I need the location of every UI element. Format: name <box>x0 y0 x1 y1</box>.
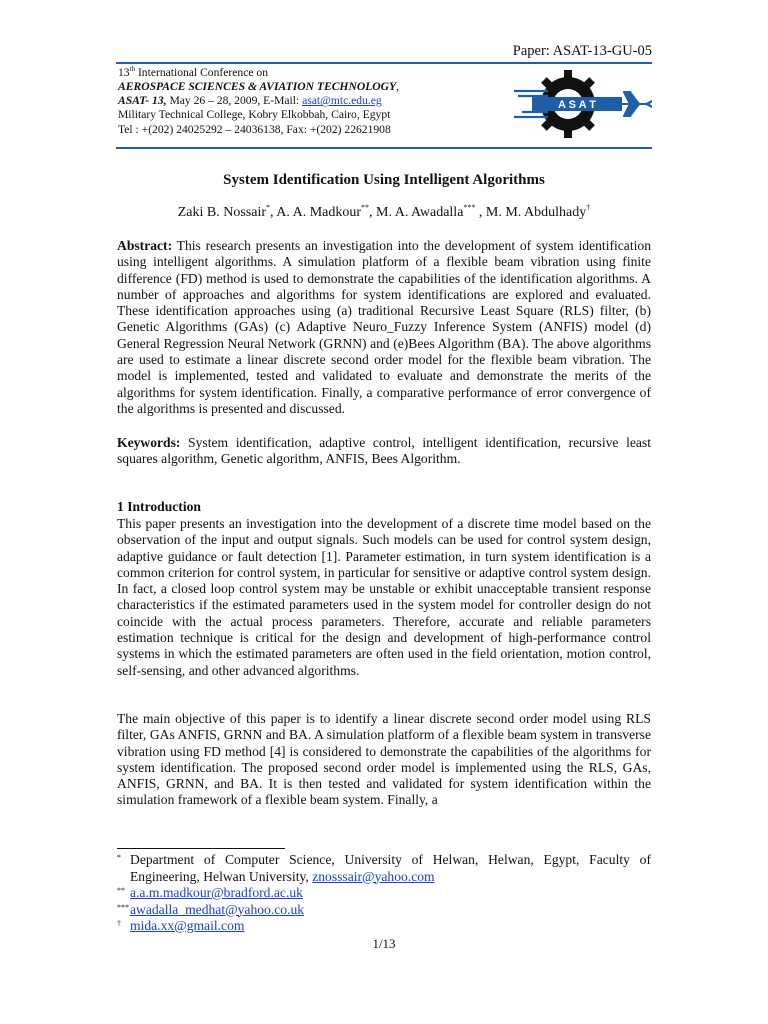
footnote-mark: *** <box>117 902 129 912</box>
asat-logo <box>512 66 652 142</box>
conference-line-2 <box>118 80 498 94</box>
abstract <box>117 238 651 417</box>
author-2: A. A. Madkour <box>276 205 362 220</box>
author-list <box>0 205 768 221</box>
author-4-mark: † <box>586 203 591 212</box>
footnote-rule <box>117 848 285 849</box>
conference-line-3 <box>118 94 498 108</box>
footnote-text <box>130 902 651 919</box>
footnote-text <box>130 852 651 885</box>
author-sep: , <box>270 205 277 220</box>
footnote-email-link[interactable]: znosssair@yahoo.com <box>312 868 435 884</box>
section-heading-introduction: 1 Introduction <box>117 499 201 514</box>
paper-title: System Identification Using Intelligent Algorithms <box>223 172 545 188</box>
author-1: Zaki B. Nossair <box>177 205 267 220</box>
author-4: M. M. Abdulhady <box>485 205 587 220</box>
footnote <box>117 918 651 935</box>
abstract-text: This research presents an investigation into the development of system identification using intelligent algorithms. A simulation platform of a flexible beam vibration using finite difference (FD) method is used to demonstrate the capabilities of the identification algorithms. A number of approaches and algorithms for system identifications are explored and evaluated. These identification approaches using (a) traditional Recursive Least Square (RLS) filter, (b) Genetic Algorithms (GAs) (c) Adaptive Neuro_Fuzzy Inference System (ANFIS) model (d) General Regression Neural Network (GRNN) and (e)Bees Algorithm (BA). The above algorithms are used to estimate a linear discrete second order model for the flexible beam vibration. The model is implemented, tested and validated to evaluate and demonstrate the merits of the algorithms for system identification. Finally, a comparative performance of error convergence of the algorithms is presented and discussed. <box>117 238 651 416</box>
footnote <box>117 885 651 902</box>
author-sep: , <box>369 205 377 220</box>
paper-id: Paper: ASAT-13-GU-05 <box>512 43 652 59</box>
footnote-email-link[interactable]: a.a.m.madkour@bradford.ac.uk <box>130 885 303 900</box>
conference-email-link[interactable]: asat@mtc.edu.eg <box>302 94 382 108</box>
footnote <box>117 852 651 885</box>
logo-text: A S A T <box>558 99 596 111</box>
conference-number-suffix: th <box>129 65 136 73</box>
keywords-text: System identification, adaptive control, intelligent identification, recursive least squares algorithm, Genetic algorithm, ANFIS, Bees Algorithm. <box>117 435 651 467</box>
conference-phone: Tel : +(202) 24025292 – 24036138, Fax: +(202) 22621908 <box>118 122 391 136</box>
keywords <box>117 435 651 468</box>
intro-paragraph-2: The main objective of this paper is to identify a linear discrete second order model using RLS filter, GAs ANFIS, GRNN and BA. A simulation platform of a flexible beam system in transverse vibration using FD method [4] is considered to demonstrate the capabilities of the algorithms for system identification. The proposed second order model is implemented using the RLS, GAs, ANFIS, GRNN, and BA. It is then tested and validated for system identification within the simulation framework of a flexible beam system. Finally, a <box>117 711 651 808</box>
author-2-mark: ** <box>361 203 370 212</box>
conference-line-1-text: International Conference on <box>135 65 268 79</box>
footnote-text <box>130 918 651 935</box>
conference-dates: May 26 – 28, 2009, E-Mail: <box>166 94 303 108</box>
keywords-label: Keywords: <box>117 435 181 450</box>
conference-abbr: ASAT- 13, <box>118 94 167 108</box>
page-number: 1/13 <box>372 936 396 951</box>
author-1-mark: * <box>266 203 271 212</box>
footnote-email-link[interactable]: mida.xx@gmail.com <box>130 918 245 933</box>
author-3-mark: *** <box>463 203 476 212</box>
author-3: M. A. Awadalla <box>376 205 464 220</box>
abstract-label: Abstract: <box>117 238 173 253</box>
airplane-icon <box>620 92 652 116</box>
conference-address: Military Technical College, Kobry Elkobbah, Cairo, Egypt <box>118 108 391 122</box>
footnote-text <box>130 885 651 902</box>
conference-name: AEROSPACE SCIENCES & AVIATION TECHNOLOGY <box>118 80 397 94</box>
conference-name-suffix: , <box>396 80 400 94</box>
intro-paragraph-1: This paper presents an investigation into the development of a discrete time model based on the observation of the input and output signals. Such models can be used for control system design, adaptive guidance or fault detection [1]. Parameter estimation, in turn system identification is a common criterion for control system, in particular for sensitive or adaptive control system design. In fact, a closed loop control system may be unstable or exhibit unacceptable transient response characteristics if the estimated parameters used in the system model for controller design do not coincide with the actual process parameters. Therefore, accurate and reliable parameters estimation technique is critical for the design and development of high-performance control systems in which the estimated parameters are often used in the field orientation, motion control, self-sensing, and other advanced algorithms. <box>117 516 651 678</box>
header-rule-bottom <box>116 147 652 149</box>
footnote-mark: † <box>117 919 121 928</box>
footnotes <box>117 852 651 935</box>
footnote-email-link[interactable]: awadalla_medhat@yahoo.co.uk <box>130 901 305 917</box>
conference-line-1 <box>118 62 498 80</box>
footnote-mark: * <box>117 853 121 862</box>
conference-info <box>118 62 498 137</box>
footnote <box>117 902 651 919</box>
author-sep: , <box>475 205 486 220</box>
footnote-affiliation: Department of Computer Science, University of Helwan, Helwan, Egypt, Faculty of Engineering, Helwan University, <box>130 852 651 884</box>
conference-number: 13 <box>118 65 130 79</box>
footnote-mark: ** <box>117 886 125 895</box>
